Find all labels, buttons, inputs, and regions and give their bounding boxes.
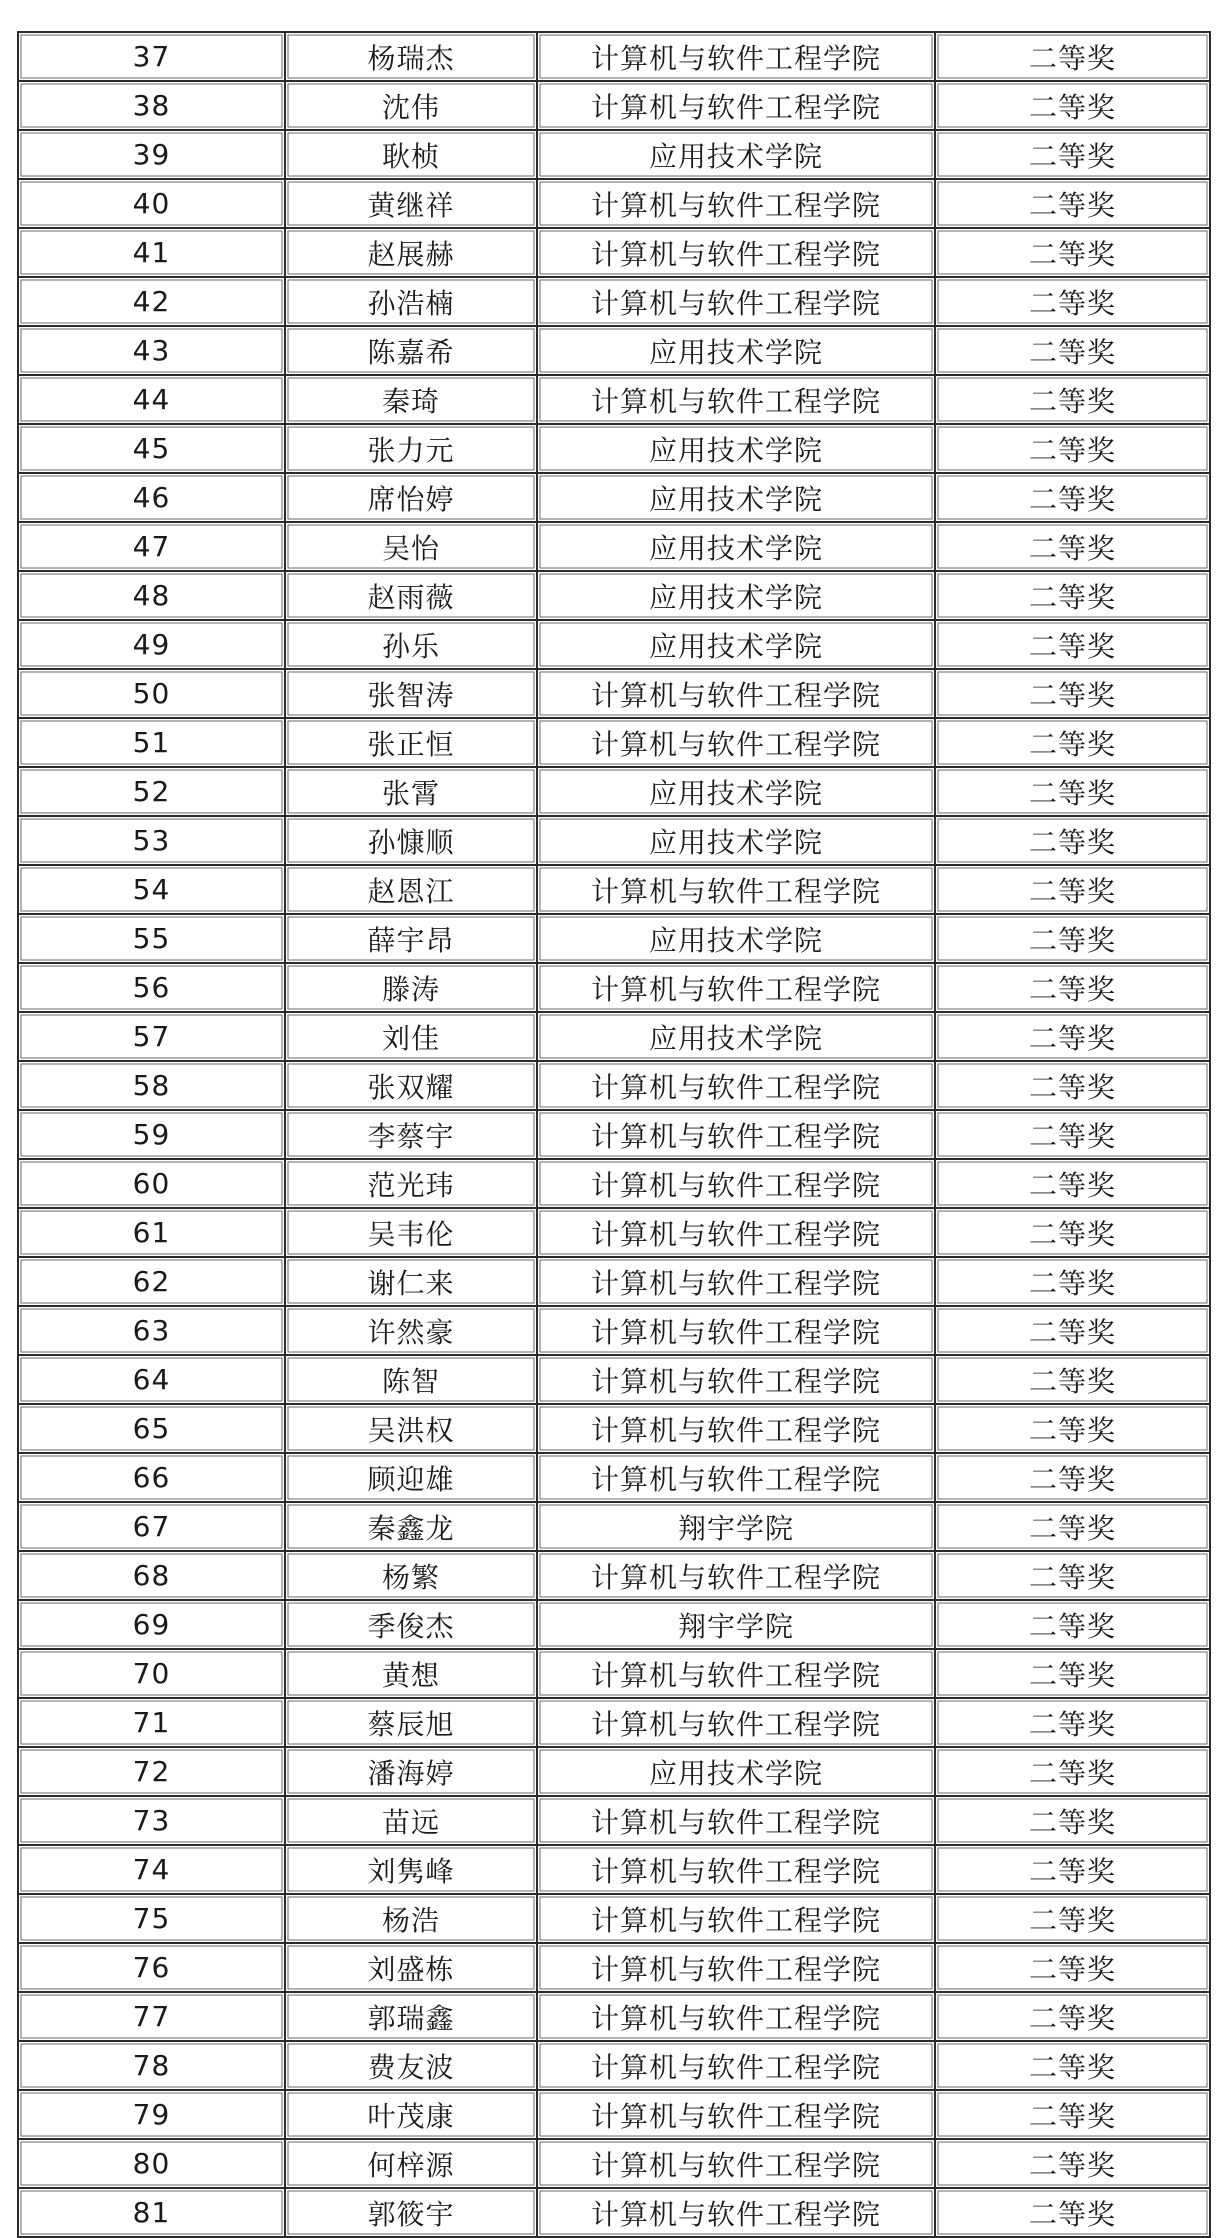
row-number-cell: 60: [18, 1159, 285, 1208]
award-level-cell: 二等奖: [935, 816, 1210, 865]
table-row: [18, 1600, 1210, 1649]
college-cell: 应用技术学院: [537, 326, 935, 375]
student-name-cell: 孙浩楠: [285, 277, 537, 326]
row-number-cell: 79: [18, 2090, 285, 2139]
row-number-cell: 64: [18, 1355, 285, 1404]
college-cell: 计算机与软件工程学院: [537, 963, 935, 1012]
award-level-cell: 二等奖: [935, 1306, 1210, 1355]
table-row: [18, 1992, 1210, 2041]
college-cell: 应用技术学院: [537, 473, 935, 522]
award-level-cell: 二等奖: [935, 32, 1210, 81]
table-row: [18, 81, 1210, 130]
row-number-cell: 81: [18, 2188, 285, 2237]
table-row: [18, 1208, 1210, 1257]
college-cell: 计算机与软件工程学院: [537, 1551, 935, 1600]
row-number-cell: 54: [18, 865, 285, 914]
student-name-cell: 刘盛栋: [285, 1943, 537, 1992]
row-number-cell: 67: [18, 1502, 285, 1551]
college-cell: 计算机与软件工程学院: [537, 1208, 935, 1257]
college-cell: 应用技术学院: [537, 424, 935, 473]
student-name-cell: 李蔡宇: [285, 1110, 537, 1159]
table-row: [18, 669, 1210, 718]
student-name-cell: 郭瑞鑫: [285, 1992, 537, 2041]
student-name-cell: 吴怡: [285, 522, 537, 571]
college-cell: 计算机与软件工程学院: [537, 1306, 935, 1355]
table-row: [18, 1551, 1210, 1600]
table-row: [18, 1845, 1210, 1894]
row-number-cell: 48: [18, 571, 285, 620]
award-level-cell: 二等奖: [935, 1208, 1210, 1257]
row-number-cell: 71: [18, 1698, 285, 1747]
college-cell: 计算机与软件工程学院: [537, 1159, 935, 1208]
row-number-cell: 75: [18, 1894, 285, 1943]
row-number-cell: 37: [18, 32, 285, 81]
college-cell: 计算机与软件工程学院: [537, 1453, 935, 1502]
table-row: [18, 32, 1210, 81]
college-cell: 计算机与软件工程学院: [537, 2139, 935, 2188]
college-cell: 计算机与软件工程学院: [537, 1061, 935, 1110]
college-cell: 计算机与软件工程学院: [537, 1796, 935, 1845]
table-row: [18, 1796, 1210, 1845]
row-number-cell: 39: [18, 130, 285, 179]
student-name-cell: 赵展赫: [285, 228, 537, 277]
college-cell: 计算机与软件工程学院: [537, 1845, 935, 1894]
college-cell: 应用技术学院: [537, 620, 935, 669]
award-level-cell: 二等奖: [935, 571, 1210, 620]
table-row: [18, 718, 1210, 767]
student-name-cell: 黄继祥: [285, 179, 537, 228]
table-row: [18, 1257, 1210, 1306]
award-level-cell: 二等奖: [935, 914, 1210, 963]
college-cell: 计算机与软件工程学院: [537, 1110, 935, 1159]
row-number-cell: 76: [18, 1943, 285, 1992]
award-level-cell: 二等奖: [935, 620, 1210, 669]
student-name-cell: 许然豪: [285, 1306, 537, 1355]
award-level-cell: 二等奖: [935, 1257, 1210, 1306]
college-cell: 计算机与软件工程学院: [537, 81, 935, 130]
college-cell: 计算机与软件工程学院: [537, 2041, 935, 2090]
row-number-cell: 46: [18, 473, 285, 522]
row-number-cell: 70: [18, 1649, 285, 1698]
college-cell: 计算机与软件工程学院: [537, 1894, 935, 1943]
award-level-cell: 二等奖: [935, 1943, 1210, 1992]
row-number-cell: 78: [18, 2041, 285, 2090]
row-number-cell: 44: [18, 375, 285, 424]
row-number-cell: 69: [18, 1600, 285, 1649]
row-number-cell: 58: [18, 1061, 285, 1110]
table-row: [18, 130, 1210, 179]
college-cell: 计算机与软件工程学院: [537, 669, 935, 718]
award-level-cell: 二等奖: [935, 1551, 1210, 1600]
award-level-cell: 二等奖: [935, 1747, 1210, 1796]
row-number-cell: 56: [18, 963, 285, 1012]
college-cell: 计算机与软件工程学院: [537, 228, 935, 277]
student-name-cell: 刘隽峰: [285, 1845, 537, 1894]
table-row: [18, 1012, 1210, 1061]
award-level-cell: 二等奖: [935, 1355, 1210, 1404]
college-cell: 计算机与软件工程学院: [537, 865, 935, 914]
student-name-cell: 费友波: [285, 2041, 537, 2090]
student-name-cell: 郭筱宇: [285, 2188, 537, 2237]
student-name-cell: 薛宇昂: [285, 914, 537, 963]
student-name-cell: 孙乐: [285, 620, 537, 669]
row-number-cell: 53: [18, 816, 285, 865]
table-row: [18, 375, 1210, 424]
row-number-cell: 65: [18, 1404, 285, 1453]
table-row: [18, 1943, 1210, 1992]
student-name-cell: 蔡辰旭: [285, 1698, 537, 1747]
award-level-cell: 二等奖: [935, 669, 1210, 718]
row-number-cell: 72: [18, 1747, 285, 1796]
row-number-cell: 52: [18, 767, 285, 816]
student-name-cell: 沈伟: [285, 81, 537, 130]
award-level-cell: 二等奖: [935, 179, 1210, 228]
award-level-cell: 二等奖: [935, 2188, 1210, 2237]
table-row: [18, 620, 1210, 669]
student-name-cell: 吴洪权: [285, 1404, 537, 1453]
college-cell: 计算机与软件工程学院: [537, 718, 935, 767]
row-number-cell: 38: [18, 81, 285, 130]
college-cell: 计算机与软件工程学院: [537, 375, 935, 424]
table-row: [18, 179, 1210, 228]
table-row: [18, 228, 1210, 277]
table-row: [18, 1894, 1210, 1943]
award-level-cell: 二等奖: [935, 375, 1210, 424]
student-name-cell: 刘佳: [285, 1012, 537, 1061]
college-cell: 应用技术学院: [537, 1012, 935, 1061]
row-number-cell: 43: [18, 326, 285, 375]
table-body: [18, 32, 1210, 2237]
row-number-cell: 49: [18, 620, 285, 669]
award-level-cell: 二等奖: [935, 1159, 1210, 1208]
award-level-cell: 二等奖: [935, 326, 1210, 375]
table-row: [18, 1355, 1210, 1404]
award-level-cell: 二等奖: [935, 522, 1210, 571]
award-level-cell: 二等奖: [935, 2139, 1210, 2188]
award-level-cell: 二等奖: [935, 767, 1210, 816]
student-name-cell: 滕涛: [285, 963, 537, 1012]
award-list-table: [17, 31, 1211, 2238]
award-level-cell: 二等奖: [935, 81, 1210, 130]
row-number-cell: 80: [18, 2139, 285, 2188]
college-cell: 应用技术学院: [537, 571, 935, 620]
student-name-cell: 何梓源: [285, 2139, 537, 2188]
student-name-cell: 赵雨薇: [285, 571, 537, 620]
student-name-cell: 秦鑫龙: [285, 1502, 537, 1551]
row-number-cell: 55: [18, 914, 285, 963]
row-number-cell: 77: [18, 1992, 285, 2041]
student-name-cell: 张霄: [285, 767, 537, 816]
college-cell: 应用技术学院: [537, 522, 935, 571]
award-level-cell: 二等奖: [935, 1061, 1210, 1110]
award-level-cell: 二等奖: [935, 130, 1210, 179]
row-number-cell: 62: [18, 1257, 285, 1306]
college-cell: 计算机与软件工程学院: [537, 1992, 935, 2041]
table-row: [18, 2090, 1210, 2139]
award-level-cell: 二等奖: [935, 1404, 1210, 1453]
student-name-cell: 谢仁来: [285, 1257, 537, 1306]
student-name-cell: 赵恩江: [285, 865, 537, 914]
college-cell: 计算机与软件工程学院: [537, 1404, 935, 1453]
college-cell: 计算机与软件工程学院: [537, 32, 935, 81]
student-name-cell: 孙慷顺: [285, 816, 537, 865]
college-cell: 计算机与软件工程学院: [537, 1649, 935, 1698]
student-name-cell: 张正恒: [285, 718, 537, 767]
row-number-cell: 73: [18, 1796, 285, 1845]
award-level-cell: 二等奖: [935, 1649, 1210, 1698]
award-level-cell: 二等奖: [935, 2041, 1210, 2090]
college-cell: 应用技术学院: [537, 816, 935, 865]
student-name-cell: 范光玮: [285, 1159, 537, 1208]
row-number-cell: 63: [18, 1306, 285, 1355]
student-name-cell: 杨繁: [285, 1551, 537, 1600]
student-name-cell: 陈嘉希: [285, 326, 537, 375]
table-row: [18, 1649, 1210, 1698]
row-number-cell: 59: [18, 1110, 285, 1159]
row-number-cell: 61: [18, 1208, 285, 1257]
student-name-cell: 陈智: [285, 1355, 537, 1404]
row-number-cell: 74: [18, 1845, 285, 1894]
table-row: [18, 865, 1210, 914]
table-row: [18, 1502, 1210, 1551]
award-level-cell: 二等奖: [935, 1600, 1210, 1649]
award-level-cell: 二等奖: [935, 424, 1210, 473]
college-cell: 计算机与软件工程学院: [537, 179, 935, 228]
student-name-cell: 张双耀: [285, 1061, 537, 1110]
student-name-cell: 席怡婷: [285, 473, 537, 522]
student-name-cell: 苗远: [285, 1796, 537, 1845]
college-cell: 计算机与软件工程学院: [537, 277, 935, 326]
college-cell: 应用技术学院: [537, 767, 935, 816]
college-cell: 应用技术学院: [537, 1747, 935, 1796]
award-level-cell: 二等奖: [935, 1992, 1210, 2041]
table-row: [18, 1061, 1210, 1110]
college-cell: 计算机与软件工程学院: [537, 2188, 935, 2237]
table-row: [18, 1159, 1210, 1208]
table-row: [18, 326, 1210, 375]
table-row: [18, 1306, 1210, 1355]
table-row: [18, 571, 1210, 620]
table-row: [18, 1698, 1210, 1747]
table-row: [18, 277, 1210, 326]
student-name-cell: 耿桢: [285, 130, 537, 179]
student-name-cell: 叶茂康: [285, 2090, 537, 2139]
award-level-cell: 二等奖: [935, 2090, 1210, 2139]
award-level-cell: 二等奖: [935, 1845, 1210, 1894]
college-cell: 应用技术学院: [537, 130, 935, 179]
award-level-cell: 二等奖: [935, 1796, 1210, 1845]
row-number-cell: 57: [18, 1012, 285, 1061]
student-name-cell: 秦琦: [285, 375, 537, 424]
college-cell: 计算机与软件工程学院: [537, 1257, 935, 1306]
award-level-cell: 二等奖: [935, 718, 1210, 767]
student-name-cell: 杨瑞杰: [285, 32, 537, 81]
award-level-cell: 二等奖: [935, 963, 1210, 1012]
student-name-cell: 张力元: [285, 424, 537, 473]
table-row: [18, 963, 1210, 1012]
row-number-cell: 40: [18, 179, 285, 228]
award-level-cell: 二等奖: [935, 865, 1210, 914]
table-row: [18, 2041, 1210, 2090]
table-row: [18, 1110, 1210, 1159]
award-level-cell: 二等奖: [935, 473, 1210, 522]
student-name-cell: 吴韦伦: [285, 1208, 537, 1257]
table-row: [18, 424, 1210, 473]
award-level-cell: 二等奖: [935, 1698, 1210, 1747]
college-cell: 计算机与软件工程学院: [537, 1355, 935, 1404]
award-level-cell: 二等奖: [935, 277, 1210, 326]
student-name-cell: 季俊杰: [285, 1600, 537, 1649]
table-row: [18, 1453, 1210, 1502]
row-number-cell: 47: [18, 522, 285, 571]
table-row: [18, 1404, 1210, 1453]
college-cell: 计算机与软件工程学院: [537, 2090, 935, 2139]
table-row: [18, 2139, 1210, 2188]
table-row: [18, 2188, 1210, 2237]
award-level-cell: 二等奖: [935, 1012, 1210, 1061]
table-row: [18, 767, 1210, 816]
college-cell: 应用技术学院: [537, 914, 935, 963]
row-number-cell: 41: [18, 228, 285, 277]
student-name-cell: 杨浩: [285, 1894, 537, 1943]
college-cell: 翔宇学院: [537, 1600, 935, 1649]
row-number-cell: 66: [18, 1453, 285, 1502]
award-level-cell: 二等奖: [935, 1110, 1210, 1159]
college-cell: 计算机与软件工程学院: [537, 1698, 935, 1747]
award-level-cell: 二等奖: [935, 228, 1210, 277]
college-cell: 计算机与软件工程学院: [537, 1943, 935, 1992]
row-number-cell: 51: [18, 718, 285, 767]
table-row: [18, 473, 1210, 522]
college-cell: 翔宇学院: [537, 1502, 935, 1551]
row-number-cell: 68: [18, 1551, 285, 1600]
table-row: [18, 816, 1210, 865]
award-level-cell: 二等奖: [935, 1453, 1210, 1502]
table-row: [18, 914, 1210, 963]
award-level-cell: 二等奖: [935, 1502, 1210, 1551]
student-name-cell: 黄想: [285, 1649, 537, 1698]
award-level-cell: 二等奖: [935, 1894, 1210, 1943]
student-name-cell: 张智涛: [285, 669, 537, 718]
student-name-cell: 潘海婷: [285, 1747, 537, 1796]
row-number-cell: 42: [18, 277, 285, 326]
table-row: [18, 522, 1210, 571]
row-number-cell: 50: [18, 669, 285, 718]
row-number-cell: 45: [18, 424, 285, 473]
student-name-cell: 顾迎雄: [285, 1453, 537, 1502]
table-row: [18, 1747, 1210, 1796]
